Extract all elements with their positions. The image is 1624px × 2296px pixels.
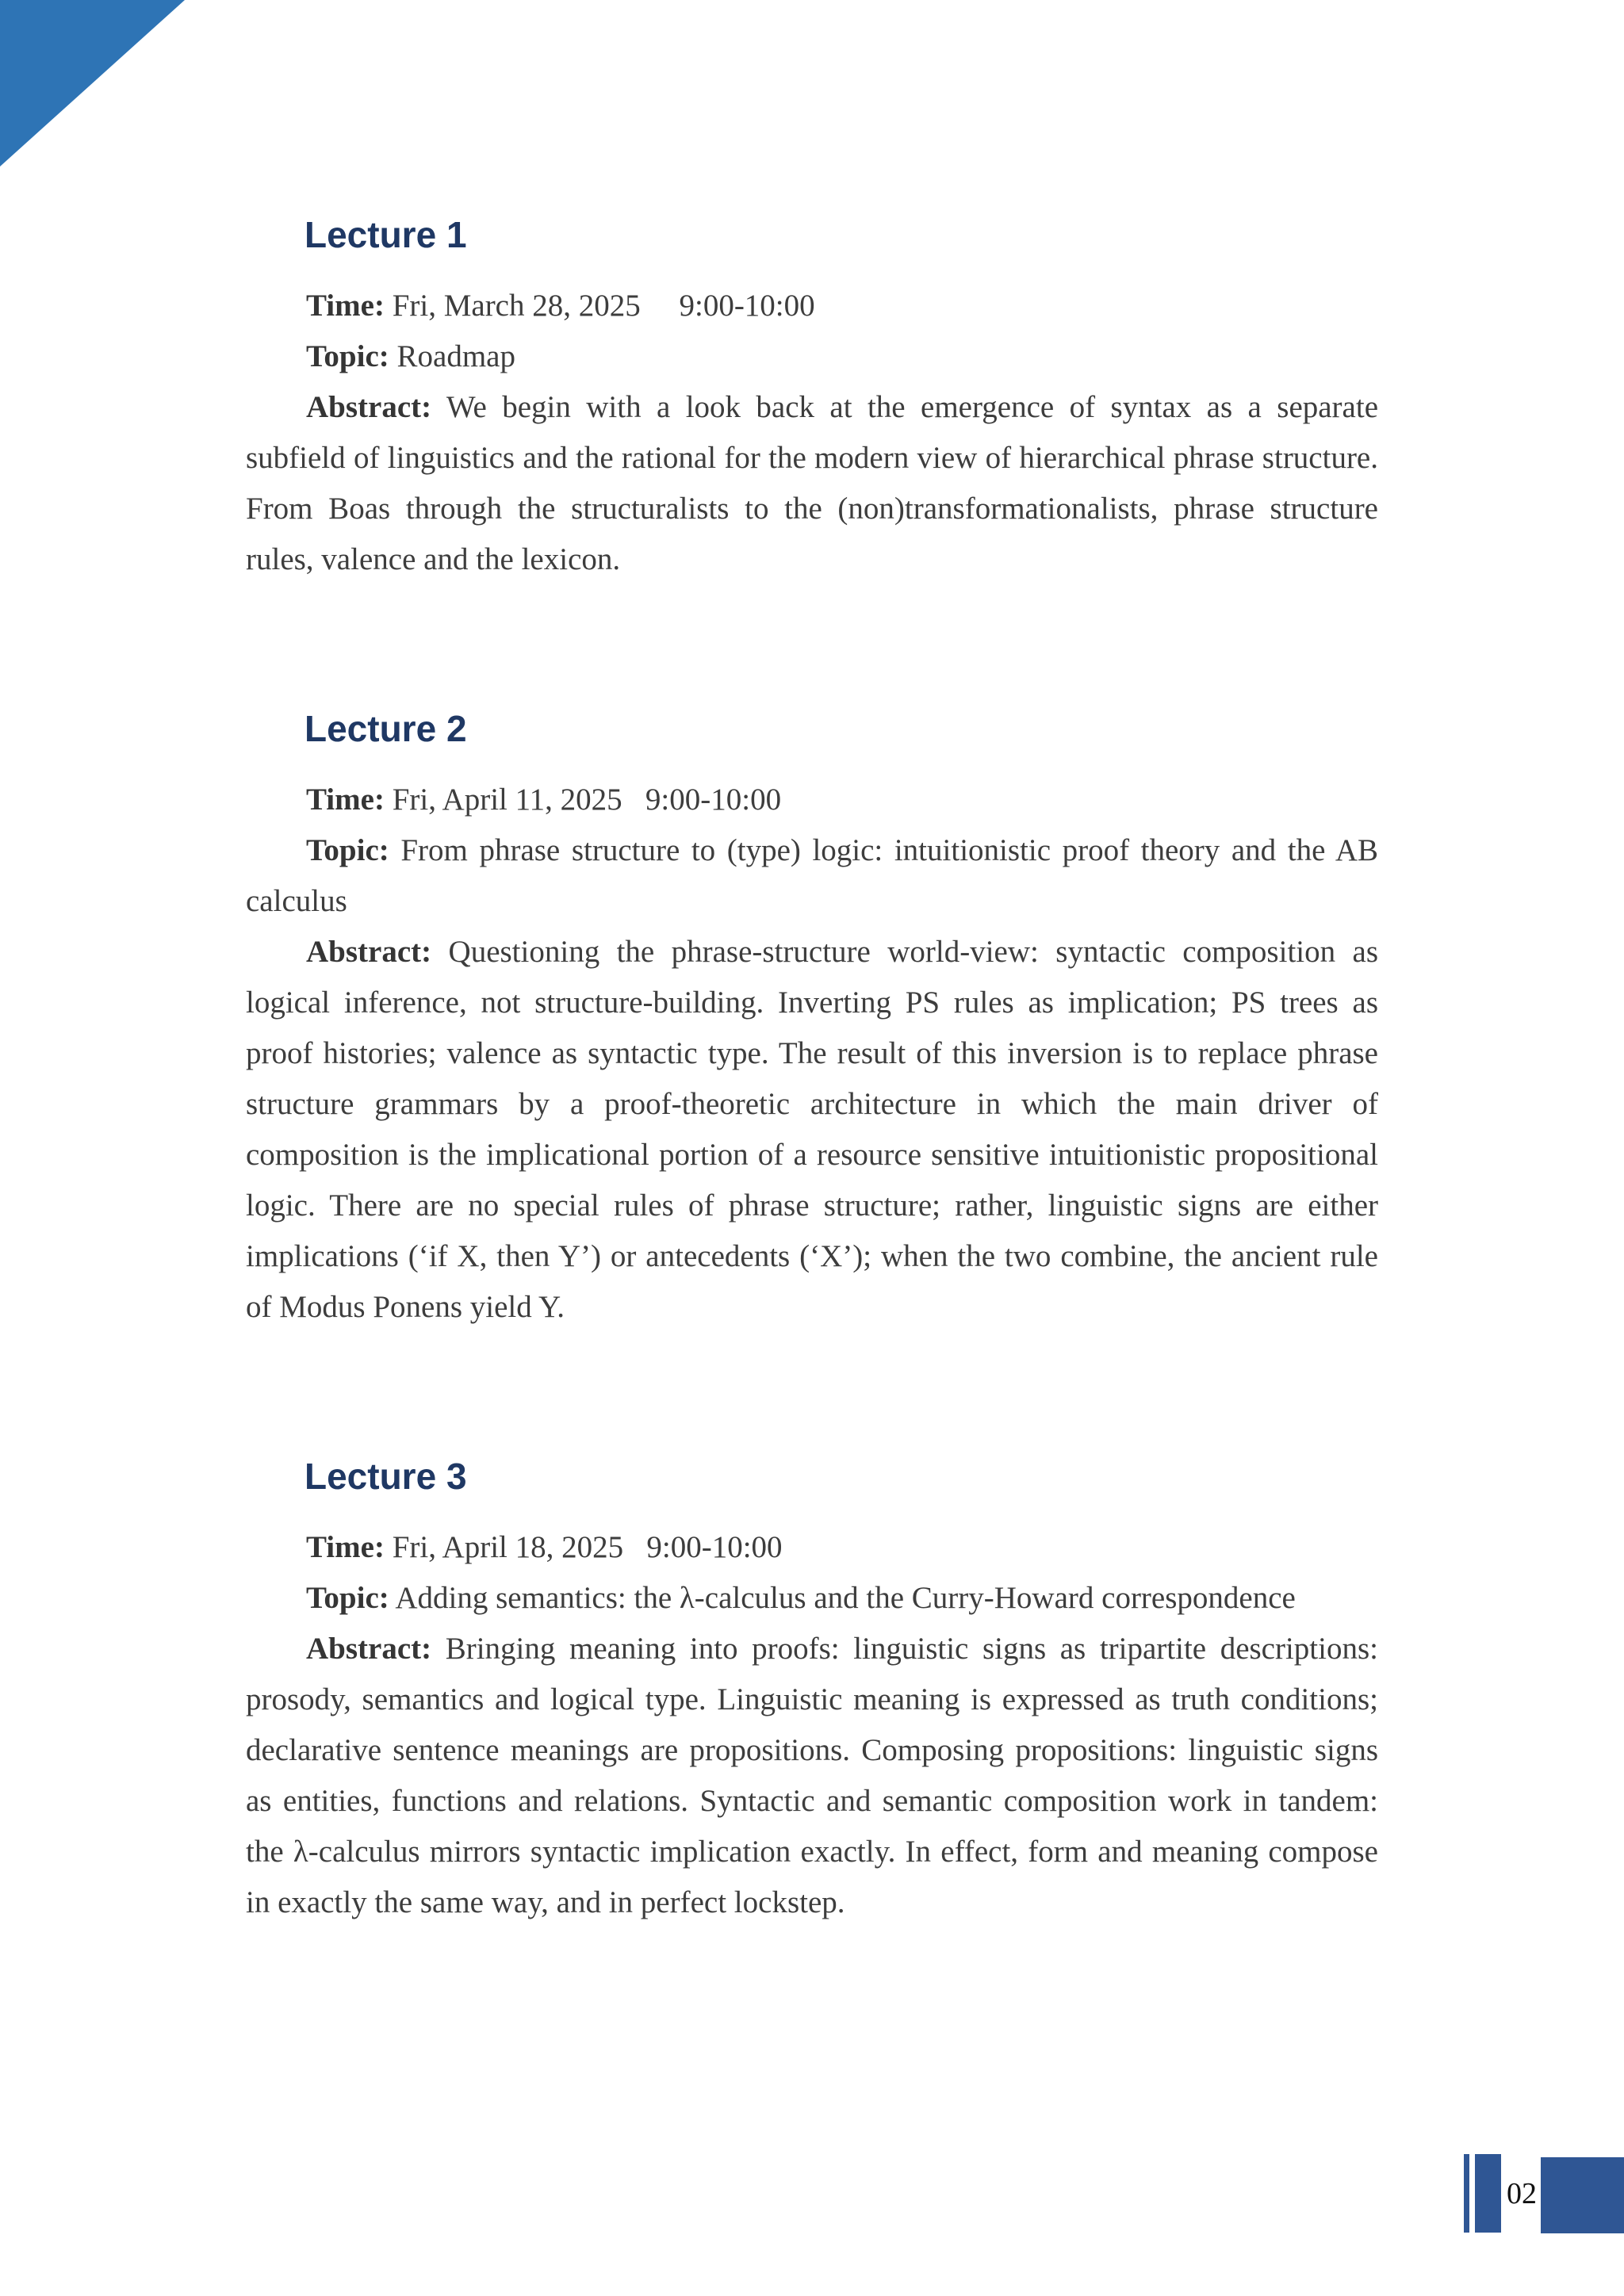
footer-thin-bar — [1464, 2154, 1469, 2233]
topic-value: Roadmap — [396, 339, 515, 373]
time-label: Time: — [306, 289, 385, 323]
topic-value: Adding semantics: the λ-calculus and the Curry-Howard correspondence — [395, 1581, 1296, 1615]
time-value: Fri, April 18, 2025 9:00-10:00 — [392, 1530, 783, 1564]
time-value: Fri, March 28, 2025 9:00-10:00 — [392, 289, 815, 323]
lecture-2-time — [246, 775, 1378, 825]
footer-edge-rect — [1541, 2157, 1624, 2233]
lecture-2-topic — [246, 825, 1378, 927]
lecture-3-topic — [246, 1573, 1378, 1624]
lecture-3-time — [246, 1522, 1378, 1573]
lecture-2-abstract — [246, 927, 1378, 1333]
topic-value: From phrase structure to (type) logic: intuitionistic proof theory and the AB calculus — [246, 833, 1379, 918]
abstract-label: Abstract: — [306, 390, 432, 424]
lecture-3-title: Lecture 3 — [304, 1456, 467, 1497]
lecture-1-title: Lecture 1 — [304, 214, 467, 255]
topic-label: Topic: — [306, 339, 389, 373]
lecture-2-title: Lecture 2 — [304, 708, 467, 749]
topic-label: Topic: — [306, 1581, 389, 1615]
page-content — [246, 0, 1378, 1928]
time-label: Time: — [306, 783, 385, 817]
time-value: Fri, April 11, 2025 9:00-10:00 — [392, 783, 782, 817]
lecture-1-topic — [246, 331, 1378, 382]
lecture-1-abstract — [246, 382, 1378, 585]
topic-label: Topic: — [306, 833, 389, 867]
lecture-1-time — [246, 281, 1378, 331]
footer-thick-bar — [1475, 2154, 1501, 2233]
corner-accent-triangle — [0, 0, 185, 166]
page-number: 02 — [1507, 2176, 1537, 2210]
abstract-value: We begin with a look back at the emergence of syntax as a separate subfield of linguistics and the rational for the modern view of hierarchical phrase structure. From Boas through the structuralists to the (non)transformationalists, phrase structure rules, valence and the lexicon. — [246, 390, 1379, 576]
abstract-label: Abstract: — [306, 1632, 432, 1666]
abstract-value: Bringing meaning into proofs: linguistic signs as tripartite descriptions: prosody, semantics and logical type. Linguistic meaning is expressed as truth conditions; declarative sentence meanings are propositions. Composing propositions: linguistic signs as entities, functions and relations. Syntactic and semantic composition work in tandem: the λ-calculus mirrors syntactic implication exactly. In effect, form and meaning compose in exactly the same way, and in perfect lockstep. — [246, 1632, 1378, 1919]
lecture-2-section — [246, 708, 1378, 1333]
lecture-3-abstract — [246, 1624, 1378, 1928]
time-label: Time: — [306, 1530, 385, 1564]
lecture-1-section — [246, 214, 1378, 585]
abstract-label: Abstract: — [306, 935, 432, 969]
lecture-3-section — [246, 1456, 1378, 1928]
abstract-value: Questioning the phrase-structure world-view: syntactic composition as logical inference, not structure-building. Inverting PS rules as implication; PS trees as proof histories; valence as syntactic type. The result of this inversion is to replace phrase structure grammars by a proof-theoretic architecture in which the main driver of composition is the implicational portion of a resource sensitive intuitionistic propositional logic. There are no special rules of phrase structure; rather, linguistic signs are either implications (‘if X, then Y’) or antecedents (‘X’); when the two combine, the ancient rule of Modus Ponens yield Y. — [246, 935, 1378, 1324]
